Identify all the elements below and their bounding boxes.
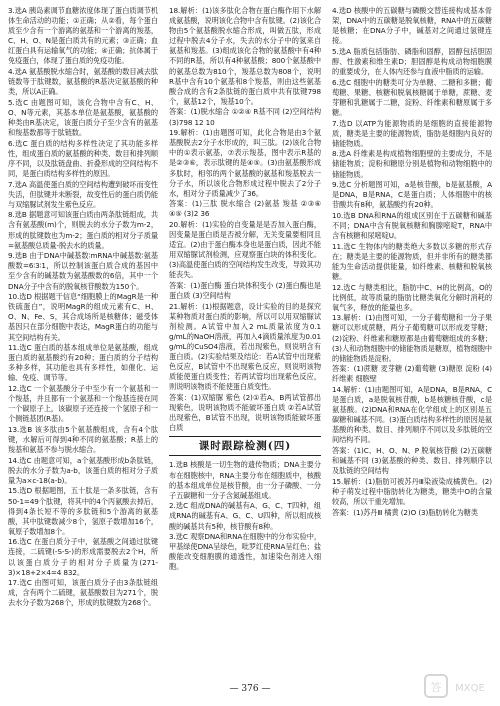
answer-item: 3.选A 胰岛素调节血糖浓度体现了蛋白质调节机体生命活动的功能；①正确；从②看，每个蛋白质至少含有一个游离的氨基和一个游离的羧基，C、H、O、N是蛋白质共有的元素；③正确；血红蛋白具有运输氧气的功能；④正确；抗体属于免疫蛋白，体现了蛋白质的免疫功能。 — [8, 6, 158, 66]
answer-item: 答案：(1)脱水缩合 ①②④ R基不同 (2)空间结构 (3)798 12 10 — [169, 107, 321, 127]
answer-item: 11.选C 蛋白质的基本组成单位是氨基酸，组成蛋白质的氨基酸约有20种；蛋白质的分子结构多种多样，其功能也具有多样性，如催化、运输、免疫、调节等。 — [8, 343, 158, 383]
answer-item: 1.选B 核酸是一切生物的遗传物质；DNA主要分布在细胞核中，RNA主要分布在细胞质中，核酸的基本组成单位是核苷酸，由一分子磷酸、一分子五碳糖和一分子含氮碱基组成。 — [169, 460, 321, 500]
answer-item: 15.选D 根据题图，五十肽是一条多肽链，含有50-1=49个肽键，将其中的4个丙氨酸去掉后，得到4条长短不等的多肽链和5个游离的氨基酸，其中肽键数减少8个，氢原子数增加16个，氧原子数增加8个。 — [8, 486, 158, 536]
answer-item: 答案：(1)C、H、O、N、P 脱氧核苷酸 (2)五碳糖和碱基不同 (3)氨基酸的种类、数目、排列顺序以及肽链的空间结构 — [332, 446, 492, 476]
answer-item: 13.解析：(1)由图可知，一分子葡萄糖和一分子果糖可以形成蔗糖，两分子葡萄糖可以形成麦芽糖；(2)淀粉、纤维素和糖原都是由葡萄糖组成的多糖；(3)人和动物细胞中的储能物质是糖原，植物细胞中的储能物质是淀粉。 — [332, 313, 492, 363]
answer-item: 答案：(1)蔗糖 麦芽糖 (2)葡萄糖 (3)糖原 淀粉 (4)纤维素 细胞壁 — [332, 364, 492, 384]
answer-item: 12.选C 与糖类相比，脂肪中C、H的比例高，O的比例低，故等质量的脂肪比糖类氧化分解时消耗的氧气多，释放的能量也多。 — [332, 282, 492, 312]
left-column — [8, 6, 158, 678]
answer-item: 4.选A 氨基酸脱水缩合时，氨基酸的数目减去肽链数等于肽键数，氨基酸的R基决定氨基酸的种类，所以A正确。 — [8, 67, 158, 97]
answer-item: 8.选A 纤维素是构成植物细胞壁的主要成分，不是储能物质；淀粉和糖原分别是植物和动物细胞中的储能物质。 — [332, 149, 492, 179]
answer-item: 答案：(1)蛋白酶 蛋白块体积变小 (2)蛋白酶也是蛋白质 (3)空间结构 — [169, 281, 321, 301]
answer-item: 10.选B DNA和RNA的组成区别在于五碳糖和碱基不同；DNA中含有脱氧核糖和胸腺嘧啶T，RNA中含有核糖和尿嘧啶U。 — [332, 210, 492, 241]
svg-text:答: 答 — [430, 681, 442, 694]
answer-item: 9.选B 由于DNA中碱基数∶mRNA中碱基数∶氨基酸数=6∶3∶1，所以控制该蛋白质合成的基因中至少含有的碱基数为氨基酸数的6倍，其中一个DNA分子中含有的脱氧核苷酸数为150个。 — [8, 251, 158, 291]
answer-item: 3.选C 观察DNA和RNA在细胞中的分布实验中，甲基绿使DNA呈绿色，吡罗红使RNA呈红色；盐酸能改变细胞膜的通透性，加速染色剂进入细胞。 — [169, 532, 321, 572]
answer-item: 9.选C 分析题图可知，a是核苷酸，b是氨基酸，A是DNA，B是RNA，C是蛋白质；人体细胞中的核苷酸共有8种，氨基酸约有20种。 — [332, 180, 492, 210]
answer-item: 19.解析：(1)由题图可知，此化合物是由3个氨基酸脱去2分子水形成的，叫三肽。(2)该化合物中的①表示氨基，⑦表示羧基，图中表示R基的是②③⑥，表示肽键的是④⑤。(3)由氨基酸形成多肽时，相邻的两个氨基酸的氨基和羧基脱去一分子水，所以该化合物形成过程中脱去了2分子水，相对分子质量减少了36。 — [169, 128, 321, 198]
answer-item: 16.选C 在蛋白质分子中，氨基酸之间通过肽键连接，二硫键(-S-S-)的形成需要脱去2个H，所以该蛋白质分子的相对分子质量为(271-3)×18+2×4=4 832。 — [8, 537, 158, 577]
answer-item: 6.选C 蛋白质的结构多样性决定了其功能多样性，组成蛋白质的氨基酸的种类、数目和排列顺序不同，以及肽链盘曲、折叠形成的空间结构不同，是蛋白质结构多样性的原因。 — [8, 138, 158, 178]
section-banner: 课时跟踪检测(四) — [169, 436, 321, 456]
right-column — [332, 6, 492, 678]
page-number: — 376 — — [229, 684, 271, 694]
answer-item: 8.选B 据题意可知该蛋白质由两条肽链组成，共含有氨基酸(m)个，则脱去的水分子数为m-2，形成的肽键数也为m-2；蛋白质的相对分子质量=氨基酸总质量-脱去水的质量。 — [8, 210, 158, 250]
answer-item: 5.选C 由题图可知，该化合物中含有C、H、O、N等元素，其基本单位是氨基酸，氨基酸的种类由R基决定，该蛋白质分子至少含有的氨基和羧基数都等于肽链数。 — [8, 97, 158, 138]
answer-item: 14.选C 由题意可知，a个氨基酸形成b条肽链，脱去的水分子数为a-b，该蛋白质的相对分子质量为a×c-18(a-b)。 — [8, 455, 158, 485]
answer-item: 17.选C 由图可知，该蛋白质分子由3条肽链组成，含有两个二硫键，氨基酸数目为271个，脱去水分子数为268个，形成的肽键数为268个。 — [8, 578, 158, 608]
answer-item: 7.选A 高温使蛋白质的空间结构遭到破坏而变性失活，但肽键并未断裂，故变性后的蛋白质仍能与双缩脲试剂发生紫色反应。 — [8, 179, 158, 209]
answer-item: 2.选C 组成DNA的碱基有A、G、C、T四种，组成RNA的碱基有A、G、C、U四种，所以组成核酸的碱基共有5种，核苷酸有8种。 — [169, 501, 321, 531]
answer-item: 21.解析：(1)根据题意，设计实验的目的是探究某种物质对蛋白质的影响，所以可以用双缩脲试剂检测。A试管中加入2 mL质量浓度为0.1 g/mL的NaOH溶液，再加入4滴质量浓度为0.01 g/mL的CuSO4溶液，若出现紫色，则说明含有蛋白质。(2)实验结果及结论：若A试管中出现紫色反应，B试管中不出现紫色反应，则说明该物质能使蛋白质变性；若两试管均出现紫色反应，则说明该物质不能使蛋白质变性。 — [169, 301, 321, 392]
answer-page — [8, 6, 494, 678]
svg-text:MXQE: MXQE — [455, 683, 485, 694]
watermark-logo — [424, 672, 494, 702]
answer-item: 13.选B 该多肽由5个氨基酸组成，含有4个肽键，水解后可得到4种不同的氨基酸；R基上的羧基和氨基不参与脱水缩合。 — [8, 424, 158, 455]
answer-item: 答案：(1)双缩脲 紫色 (2)①若A、B两试管都出现紫色，说明该物质不能破坏蛋白质 ②若A试管出现紫色，B试管不出现，说明该物质能破坏蛋白质 — [169, 393, 321, 433]
answer-item: 6.选C 细胞中的糖类可分为单糖、二糖和多糖；葡萄糖、果糖、核糖和脱氧核糖属于单糖，蔗糖、麦芽糖和乳糖属于二糖，淀粉、纤维素和糖原属于多糖。 — [332, 77, 492, 117]
answer-item: 10.选D 根据题干信息“细胞膜上的MagR是一种铁硫蛋白”，说明MagR的组成元素有C、H、O、N、Fe、S，其合成场所是核糖体；磁受体基因只在部分细胞中表达，MagR蛋白的功能与其空间结构有关。 — [8, 292, 158, 342]
answer-item: 答案：(1)苏丹Ⅲ 橘黄 (2)O (3)脂肪转化为糖类 — [332, 507, 478, 517]
answer-item: 答案：(1)三肽 脱水缩合 (2)氨基 羧基 ②③⑥ ④⑤ (3)2 36 — [169, 199, 321, 219]
answer-item: 14.解析：(1)由题图可知，A是DNA，B是RNA，C是蛋白质，a是脱氧核苷酸，b是核糖核苷酸，c是氨基酸。(2)DNA和RNA在化学组成上的区别是五碳糖和碱基不同。(3)蛋白质结构多样性的原因是氨基酸的种类、数目、排列顺序不同以及多肽链的空间结构不同。 — [332, 384, 492, 445]
answer-item: 5.选A 脂质包括脂肪、磷脂和固醇，固醇包括胆固醇、性激素和维生素D；胆固醇是构成动物细胞膜的重要成分，在人体内还参与血液中脂质的运输。 — [332, 46, 492, 77]
answer-item: 4.选D 核酸中的五碳糖与磷酸交替连接构成基本骨架，DNA中的五碳糖是脱氧核糖，RNA中的五碳糖是核糖；在DNA分子中，碱基对之间通过氢键连接。 — [332, 6, 492, 46]
answer-item: 20.解析：(1)实验的自变量是是否加入蛋白酶，因变量是蛋白质是否被分解，无关变量要相同且适宜。(2)由于蛋白酶本身也是蛋白质，因此不能用双缩脲试剂检测，应观察蛋白块的体积变化。(3)高温使蛋白质的空间结构发生改变，导致其功能丧失。 — [169, 219, 321, 280]
answer-item: 7.选D 以ATP为能源物质的是细胞的直接能源物质，糖类是主要的能源物质，脂肪是细胞内良好的储能物质。 — [332, 118, 492, 148]
answer-item: 11.选C 生物体内的糖类绝大多数以多糖的形式存在；糖类是主要的能源物质，但并非所有的糖类都能为生命活动提供能量，如纤维素、核糖和脱氧核糖。 — [332, 241, 492, 281]
middle-column — [169, 6, 321, 678]
answer-item: 18.解析：(1)该多肽化合物在蛋白酶作用下水解成氨基酸，说明该化合物中含有肽键。(2)该化合物由5个氨基酸脱水缩合形成，叫做五肽，形成过程中脱去4分子水，失去的水分子中的氢来自氨基和羧基。(3)组成该化合物的氨基酸中有4种不同的R基，所以有4种氨基酸；800个氨基酸中的氨基总数为810个，羧基总数为808个，说明R基中含有10个氨基和8个羧基，则由这些氨基酸合成的含有2条肽链的蛋白质中共有肽键798个，氨基12个，羧基10个。 — [169, 6, 321, 106]
answer-item: 12.选C 一个氨基酸分子中至少有一个氨基和一个羧基，并且都有一个氨基和一个羧基连接在同一个碳原子上，该碳原子还连接一个氢原子和一个侧链基团(R基)。 — [8, 383, 158, 424]
answer-item: 15.解析：(1)脂肪可被苏丹Ⅲ染液染成橘黄色。(2)种子萌发过程中脂肪转化为糖类，糖类中O的含量较高，所以干重先增加。 — [332, 476, 492, 506]
